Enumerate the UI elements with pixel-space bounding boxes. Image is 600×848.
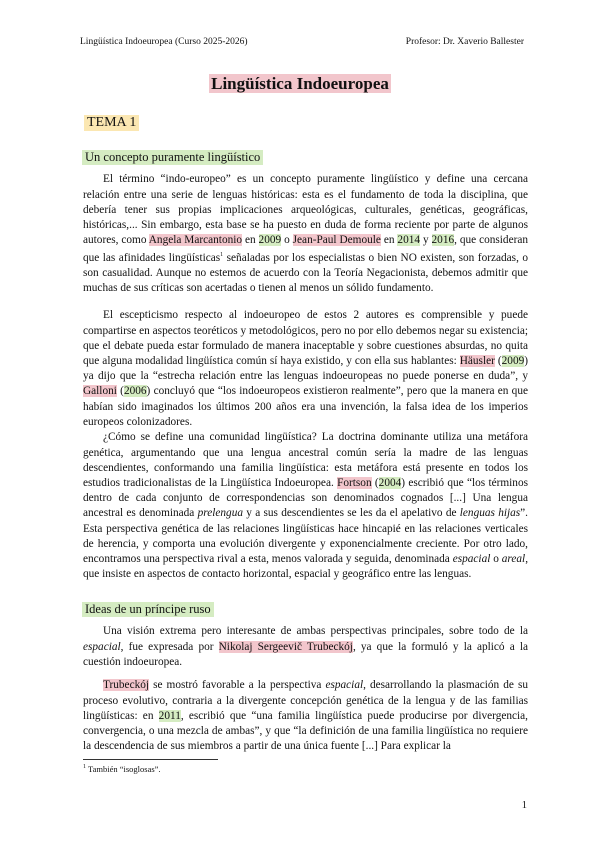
text: se mostró favorable a la perspectiva <box>149 679 326 692</box>
text: El término “indo-europeo” es un concepto puramente lingüístico y define una cercana relación entre una serie de lenguas históricas: esta es el fundamento de toda la disciplina, que debería tener sus propias implicaciones arqueológicas, culturales, genéticas, geográficas, históricas,... Sin embargo, esta base se ha puesto en duda de forma reciente por parte de algunos autores, como <box>83 173 528 247</box>
section-heading-principe: Ideas de un príncipe ruso <box>82 602 214 617</box>
text: en <box>242 234 259 247</box>
header-course: Lingüística Indoeuropea (Curso 2025-2026) <box>80 37 248 47</box>
italic-term: prelengua <box>197 507 243 520</box>
author-name: Nikolaj Sergeevič Trubeckój <box>218 640 353 653</box>
text: ( <box>371 476 379 489</box>
page-number: 1 <box>521 800 527 811</box>
text: ) escribió que “los términos dentro de cada conjunto de correspondencias son denominados cognados [...] Una lengua ancestral es denominada <box>83 476 528 520</box>
italic-term: espacial <box>452 552 491 565</box>
author-name: Trubeckój <box>103 679 150 692</box>
text: ) concluyó que “los indoeuropeos existieron realmente”, pero que la manera en que habían sido imaginados los últimos 200 años era una invención, la falsa idea de los imperios europeos colonizadores. <box>83 385 528 428</box>
paragraph-5 <box>83 678 528 754</box>
paragraph-2 <box>83 308 528 430</box>
text: , que consideran que las afinidades lingüísticas <box>83 234 529 265</box>
text: , desarrollando la plasmación de su proceso evolutivo, contraria a la divergente concepción genética de la lengua y de las familias lingüísticas: en <box>83 679 528 722</box>
year: 2011 <box>158 709 181 722</box>
text: , fue expresada por <box>120 640 219 653</box>
text: , que insiste en aspectos de contacto horizontal, espacial y geográfico entre las lenguas. <box>83 552 529 581</box>
italic-term: espacial <box>325 679 364 692</box>
text: ( <box>494 354 502 367</box>
footnote-mark: 1 <box>83 764 86 771</box>
text: señaladas por los especialistas o bien NO existen, son forzadas, o son casualidad. Aunque no estemos de acuerdo con la Teoría Negacionista, debemos admitir que muchas de sus críticas son acertadas o tienen al menos un sólido fundamento. <box>83 252 529 295</box>
year: 2016 <box>431 234 455 247</box>
tema-heading: TEMA 1 <box>84 115 139 131</box>
year: 2004 <box>378 476 402 489</box>
year: 2009 <box>258 234 282 247</box>
year: 2014 <box>397 234 421 247</box>
text: y <box>420 234 432 247</box>
text: ( <box>116 385 124 398</box>
footnote-text: También “isoglosas”. <box>86 764 161 774</box>
footnote <box>83 764 161 774</box>
text: y a sus descendientes se les da el apelativo de <box>243 507 460 520</box>
paragraph-4 <box>83 624 528 670</box>
text: , escribió que “una familia lingüística puede producirse por divergencia, convergencia, o una mezcla de ambas”, y que “la definición de una familia lingüística no requiere la descendencia de sus miembros a partir de una única fuente [...] Para explicar la <box>83 709 528 753</box>
document-title-wrap <box>0 74 600 94</box>
footnote-divider <box>83 759 218 760</box>
text: , ya que la formuló y la aplicó a la cuestión indoeuropea. <box>83 640 528 668</box>
text: ”. Esta perspectiva genética de las relaciones lingüísticas hace hincapié en las relaciones verticales de herencia, y comporta una evolución divergente y exponencialmente creciente. Por otro lado, encontramos una perspectiva rival a esta, menos valorada y seguida, denominada <box>83 507 529 565</box>
text: ¿Cómo se define una comunidad lingüística? La doctrina dominante utiliza una metáfora genética, argumentando que una lengua ancestral común sería la madre de las lenguas descendientes, conformando una familia lingüística: esta metáfora está presente en todos los estudios tradicionalistas de la Lingüística Indoeuropea. <box>83 431 528 489</box>
text: El escepticismo respecto al indoeuropeo de estos 2 autores es comprensible y puede compartirse en aspectos teoréticos y metodológicos, pero no por ello debemos negar su existencia; que el debate pueda estar formulado de manera inaceptable y sobre cuestiones absurdas, no quita que alguna modalidad lingüística común sí haya existido, y con ella sus hablantes: <box>83 309 528 367</box>
author-name: Angela Marcantonio <box>148 234 243 247</box>
document-title: Lingüística Indoeuropea <box>211 74 389 93</box>
author-name: Jean-Paul Demoule <box>292 234 381 247</box>
author-name: Häusler <box>459 354 495 367</box>
year: 2006 <box>123 385 147 398</box>
paragraph-1 <box>83 172 528 296</box>
text: en <box>380 234 398 247</box>
italic-term: espacial <box>83 640 121 653</box>
italic-term: areal <box>501 552 526 565</box>
text: o <box>490 552 502 565</box>
text: ) ya dijo que la “estrecha relación entre las lenguas indoeuropeas no puede ponerse en duda”, y <box>83 354 528 383</box>
header-professor: Profesor: Dr. Xaverio Ballester <box>405 37 524 47</box>
year: 2009 <box>501 354 525 367</box>
text: o <box>281 234 293 247</box>
author-name: Galloni <box>83 385 117 398</box>
footnote-ref: 1 <box>220 252 224 259</box>
italic-term: lenguas hijas <box>459 507 521 520</box>
paragraph-3 <box>83 430 528 582</box>
section-heading-concepto: Un concepto puramente lingüístico <box>82 150 263 165</box>
text: Una visión extrema pero interesante de ambas perspectivas principales, sobre todo de la <box>103 625 528 638</box>
author-name: Fortson <box>337 476 372 489</box>
